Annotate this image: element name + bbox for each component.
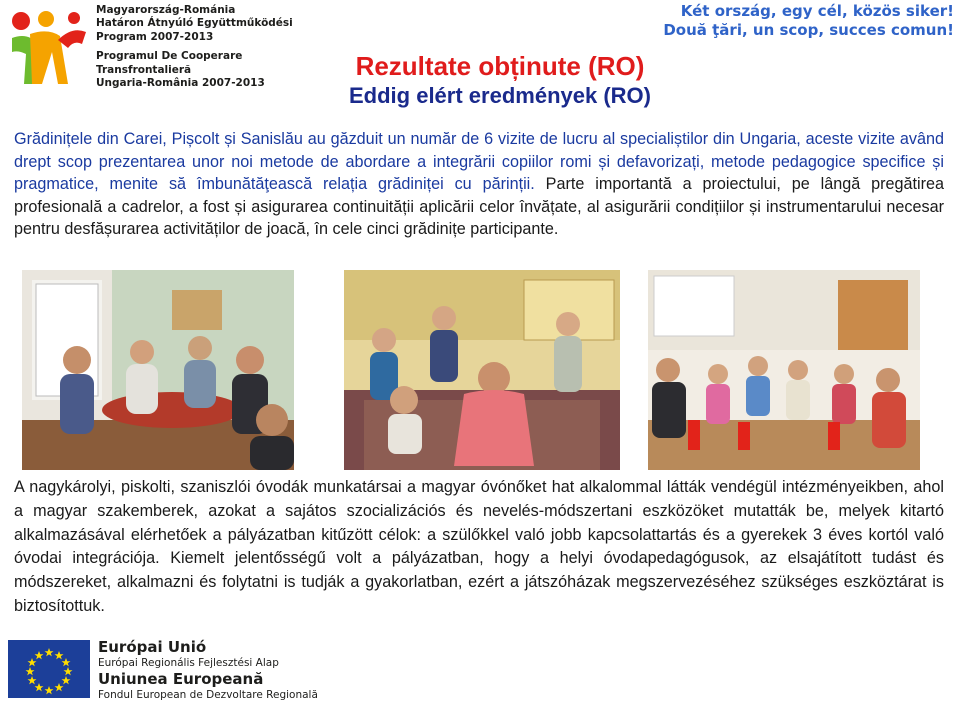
slogan-block (663, 2, 954, 40)
romanian-paragraph (14, 128, 944, 241)
footer-eu-hungarian: Európai Unió (98, 638, 207, 656)
program-line-6: Ungaria-România 2007-2013 (96, 77, 265, 90)
romanian-paragraph-intro: Grădinițele din Carei, Pișcolt și Sanislău au găzduit un număr de 6 vizite de lucru al specialiștilor din Ungaria, aceste vizite având drept scop prezentarea unor noi metode de abordare a integrării copiilor romi și defavorizați, metode pedagogice specifice și pragmatice, menite să îmbunătăţească relația grădiniței cu părinții. (14, 130, 944, 194)
page-title-hungarian: Eddig elért eredmények (RO) (349, 83, 651, 108)
program-line-4: Programul De Cooperare (96, 50, 243, 63)
program-line-5: Transfrontalieră (96, 63, 192, 76)
footer-fund-hungarian: Európai Regionális Fejlesztési Alap (98, 657, 279, 669)
footer-eu-block (98, 638, 428, 702)
photo-teacher-with-children (344, 270, 620, 470)
eu-flag-icon (8, 640, 90, 698)
page-title-romanian: Rezultate obținute (RO) (355, 51, 645, 81)
program-logo-icon (8, 10, 88, 86)
page-title-block (300, 50, 700, 110)
footer-fund-romanian: Fondul European de Dezvoltare Regională (98, 689, 318, 701)
hungarian-paragraph: A nagykárolyi, piskolti, szaniszlói óvodák munkatársai a magyar óvónőket hat alkalommal látták vendégül intézményeikben, ahol a magyar szakemberek, azokat a sajátos szocializációs és nevelés-módszertani eszközöket mutatták be, melyek kitartó alkalmazásával elérhetőek a pályázatban kitűzött célok: a szülőkkel való jobb kapcsolattartás és a gyerekek 3 éves kortól való óvodai integrációja. Kiemelt jelentősségű volt a pályázatban, hogy a helyi óvodapedagógusok, az elsajátított tudást és módszereket, alkalmazni és folytatni is tudják a gyakorlatban, ezért a játszóházak megszervezéséhez szükséges eszköztárat is biztosítottuk. (14, 478, 944, 615)
program-line-2: Határon Átnyúló Együttműködési (96, 17, 293, 30)
photo-children-circle (648, 270, 920, 470)
slogan-romanian: Două ţări, un scop, succes comun! (663, 21, 954, 39)
program-line-3: Program 2007-2013 (96, 30, 214, 43)
romanian-paragraph-continuation: Parte importantă a proiectului, pe lângă pregătirea profesională a cadrelor, a fost și asigurarea continuității aplicării celor învățate, al asigurării condițiilor și instrumentarului necesar pentru desfășurarea activităților de joacă, în cele cinci grădinițe participante. (14, 175, 944, 239)
photo-meeting-around-table (22, 270, 294, 470)
program-line-1: Magyarország-Románia (96, 4, 236, 16)
slogan-hungarian: Két ország, egy cél, közös siker! (680, 2, 954, 20)
footer-eu-romanian: Uniunea Europeană (98, 670, 264, 688)
